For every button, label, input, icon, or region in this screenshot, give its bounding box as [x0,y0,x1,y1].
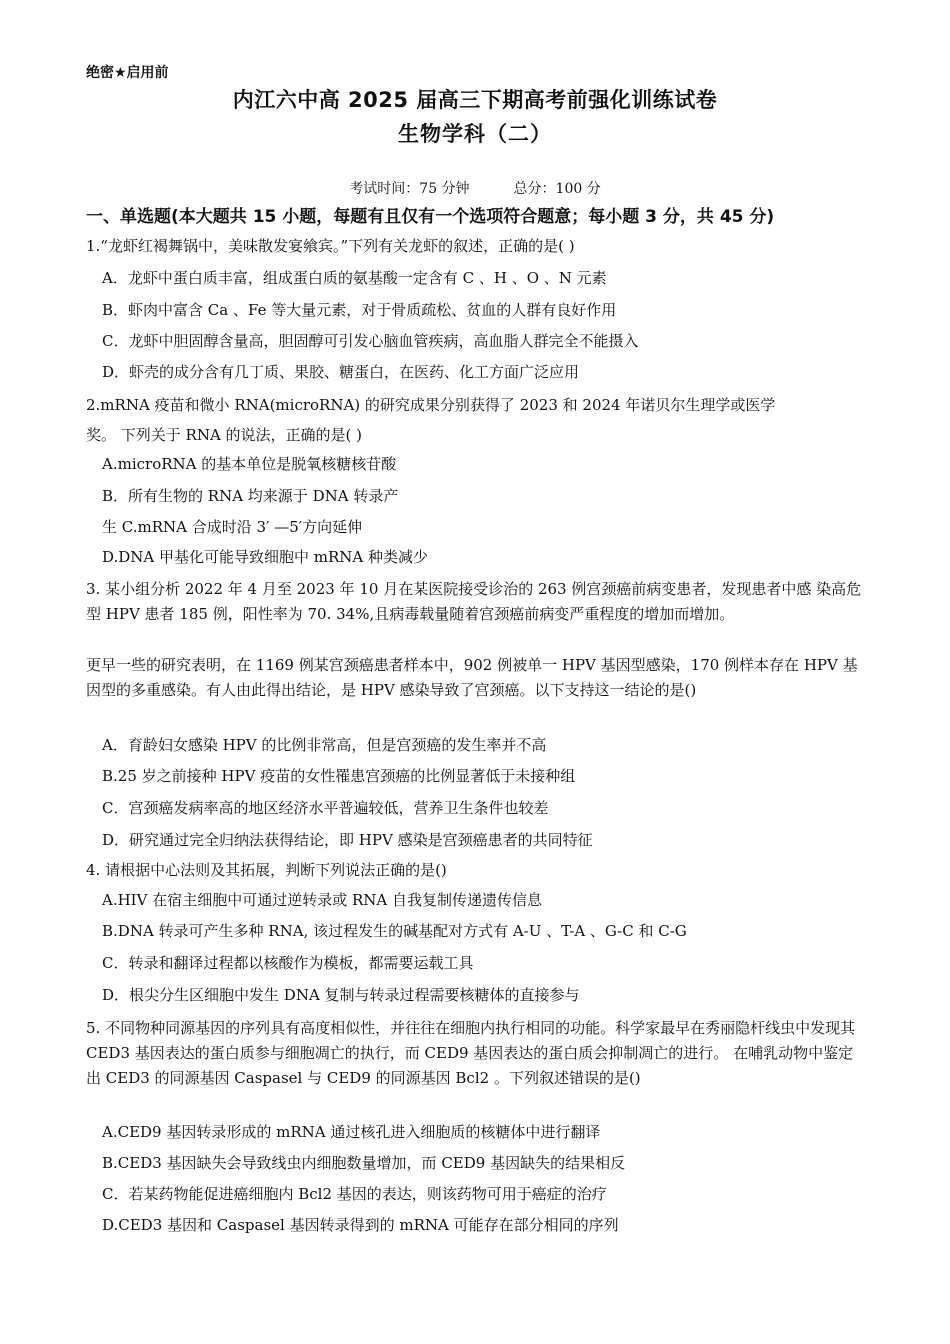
question-4-option-c: C．转录和翻译过程都以核酸作为模板，都需要运载工具 [102,954,474,972]
question-2-option-c: 生 C.mRNA 合成时沿 3′ —5′方向延伸 [102,518,363,536]
question-4-option-b: B.DNA 转录可产生多种 RNA, 该过程发生的碱基配对方式有 A-U 、T-A 、G-C 和 C-G [102,922,687,940]
question-1-stem: 1.“龙虾红褐舞锅中，美味散发宴飨宾。”下列有关龙虾的叙述，正确的是( ) [86,237,575,255]
question-1-option-c: C．龙虾中胆固醇含量高，胆固醇可引发心脑血管疾病，高血脂人群完全不能摄入 [102,332,639,350]
exam-time: 考试时间：75 分钟 [349,181,470,197]
exam-info [0,178,950,198]
exam-total-score: 总分：100 分 [513,181,601,197]
question-2-option-d: D.DNA 甲基化可能导致细胞中 mRNA 种类减少 [102,548,429,566]
question-3-option-d: D．研究通过完全归纳法获得结论，即 HPV 感染是宫颈癌患者的共同特征 [102,831,593,849]
question-5-option-a: A.CED9 基因转录形成的 mRNA 通过核孔进入细胞质的核糖体中进行翻译 [102,1123,601,1141]
question-3-option-b: B.25 岁之前接种 HPV 疫苗的女性罹患宫颈癌的比例显著低于未接种组 [102,767,576,785]
section-heading: 一、单选题(本大题共 15 小题，每题有且仅有一个选项符合题意；每小题 3 分，共 45 分) [86,207,775,227]
question-5-option-c: C．若某药物能促进癌细胞内 Bcl2 基因的表达，则该药物可用于癌症的治疗 [102,1185,607,1203]
question-1-option-a: A．龙虾中蛋白质丰富，组成蛋白质的氨基酸一定含有 C 、H 、O 、N 元素 [102,269,607,287]
question-4-option-d: D．根尖分生区细胞中发生 DNA 复制与转录过程需要核糖体的直接参与 [102,986,580,1004]
question-2-stem-line1: 2.mRNA 疫苗和微小 RNA(microRNA) 的研究成果分别获得了 2023 和 2024 年诺贝尔生理学或医学 [86,396,776,414]
question-5-option-b: B.CED3 基因缺失会导致线虫内细胞数量增加，而 CED9 基因缺失的结果相反 [102,1154,626,1172]
exam-title: 内江六中高 2025 届高三下期高考前强化训练试卷 [232,88,718,112]
exam-subtitle: 生物学科（二） [398,122,552,146]
question-2-option-a: A.microRNA 的基本单位是脱氧核糖核苷酸 [102,455,397,473]
question-5-paragraph: 5. 不同物种同源基因的序列具有高度相似性，并往往在细胞内执行相同的功能。科学家最早在秀丽隐杆线虫中发现其 CED3 基因表达的蛋白质参与细胞凋亡的执行，而 CED9 基因表达的蛋白质会抑制凋亡的进行。 在哺乳动物中鉴定出 CED3 的同源基因 Caspasel 与 CED9 的同源基因 Bcl2 。下列叙述错误的是() [86,1019,856,1087]
question-4-option-a: A.HIV 在宿主细胞中可通过逆转录或 RNA 自我复制传递遗传信息 [102,891,542,909]
question-3-option-a: A．育龄妇女感染 HPV 的比例非常高，但是宫颈癌的发生率并不高 [102,736,547,754]
question-3-option-c: C．宫颈癌发病率高的地区经济水平普遍较低，营养卫生条件也较差 [102,799,549,817]
question-1-option-d: D．虾壳的成分含有几丁质、果胶、糖蛋白，在医药、化工方面广泛应用 [102,363,580,381]
question-4-stem: 4. 请根据中心法则及其拓展，判断下列说法正确的是() [86,861,447,879]
question-2-stem-line2: 奖。 下列关于 RNA 的说法，正确的是( ) [86,426,363,444]
question-2-option-b: B．所有生物的 RNA 均来源于 DNA 转录产 [102,487,399,505]
question-1-option-b: B．虾肉中富含 Ca 、Fe 等大量元素，对于骨质疏松、贫血的人群有良好作用 [102,301,617,319]
confidential-label: 绝密★启用前 [86,65,169,81]
question-5-option-d: D.CED3 基因和 Caspasel 基因转录得到的 mRNA 可能存在部分相同的序列 [102,1216,619,1234]
question-3-paragraph-1: 3. 某小组分析 2022 年 4 月至 2023 年 10 月在某医院接受诊治的 263 例宫颈癌前病变患者，发现患者中感 染高危型 HPV 患者 185 例，阳性率为 70. 34%,且病毒载量随着宫颈癌前病变严重程度的增加而增加。 [86,580,862,623]
question-3-paragraph-2: 更早一些的研究表明，在 1169 例某宫颈癌患者样本中，902 例被单一 HPV 基因型感染，170 例样本存在 HPV 基因型的多重感染。有人由此得出结论，是 HPV 感染导致了宫颈癌。以下支持这一结论的是() [86,656,858,699]
